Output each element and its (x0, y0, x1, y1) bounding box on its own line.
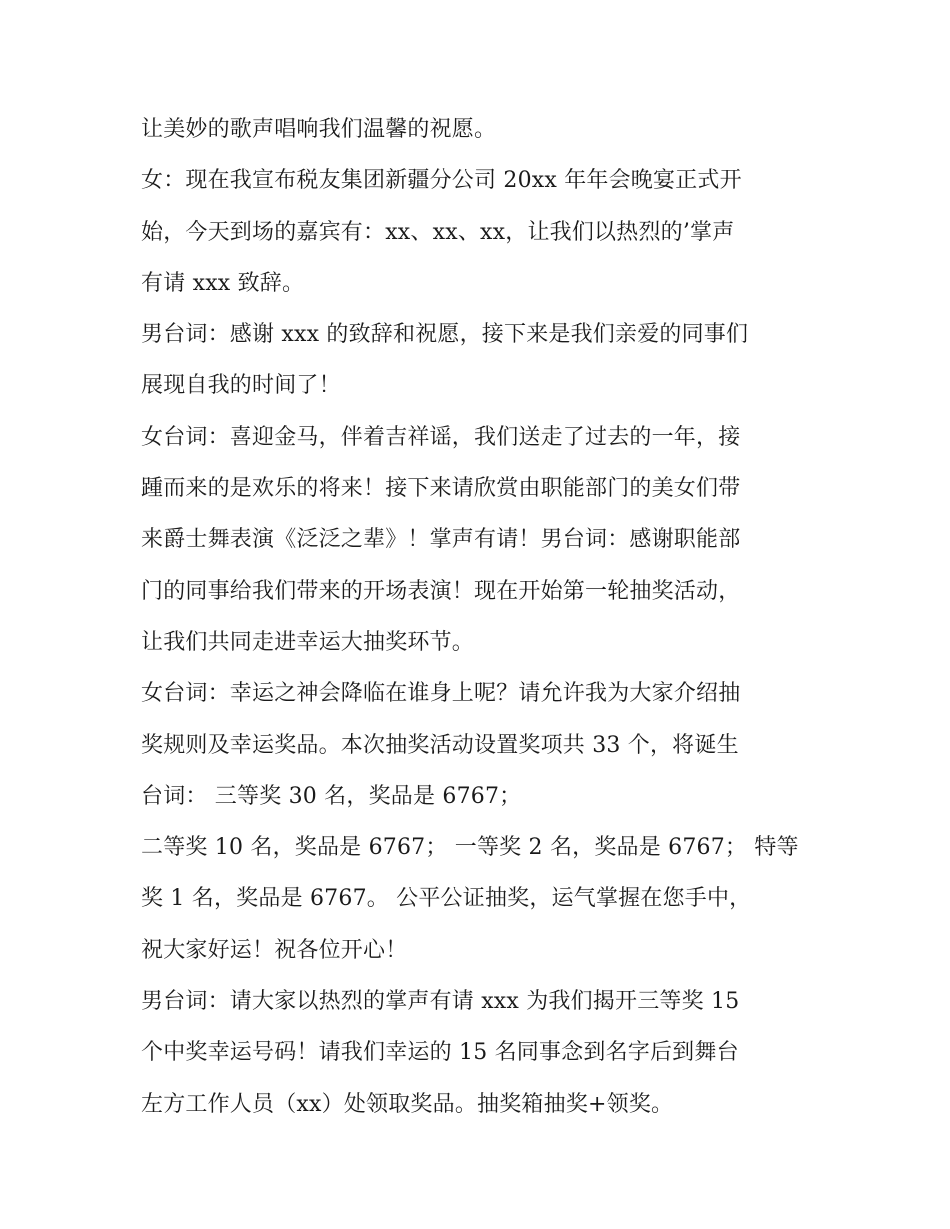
text-line: 女：现在我宣布税友集团新疆分公司 20xx 年年会晚宴正式开 (141, 168, 742, 194)
text-line: 祝大家好运！祝各位开心！ (141, 937, 408, 963)
text-line: 始，今天到场的嘉宾有：xx、xx、xx，让我们以热烈的’掌声 (141, 219, 735, 245)
text-line: 奖 1 名，奖品是 6767。 公平公证抽奖，运气掌握在您手中， (141, 886, 752, 912)
text-line: 个中奖幸运号码！请我们幸运的 15 名同事念到名字后到舞台 (141, 1040, 739, 1066)
text-line: 女台词：喜迎金马，伴着吉祥谣，我们送走了过去的一年，接 (141, 424, 741, 450)
text-line: 左方工作人员（xx）处领取奖品。抽奖箱抽奖+领奖。 (141, 1091, 674, 1117)
text-line: 女台词：幸运之神会降临在谁身上呢？请允许我为大家介绍抽 (141, 681, 741, 707)
document-body (141, 104, 821, 1130)
text-line: 男台词：感谢 xxx 的致辞和祝愿，接下来是我们亲爱的同事们 (141, 322, 749, 348)
text-line: 二等奖 10 名，奖品是 6767； 一等奖 2 名，奖品是 6767； 特等 (141, 835, 799, 861)
text-line: 门的同事给我们带来的开场表演！现在开始第一轮抽奖活动， (141, 578, 741, 604)
text-line: 有请 xxx 致辞。 (141, 270, 305, 296)
text-line: 让我们共同走进幸运大抽奖环节。 (141, 629, 475, 655)
text-line: 展现自我的时间了！ (141, 373, 341, 399)
text-line: 让美妙的歌声唱响我们温馨的祝愿。 (141, 117, 497, 142)
text-line: 台词： 三等奖 30 名，奖品是 6767； (141, 783, 522, 809)
text-line: 踵而来的是欢乐的将来！接下来请欣赏由职能部门的美女们带 (141, 476, 741, 502)
text-line: 男台词：请大家以热烈的掌声有请 xxx 为我们揭开三等奖 15 (141, 989, 740, 1015)
text-line: 来爵士舞表演《泛泛之辈》！掌声有请！男台词：感谢职能部 (141, 527, 741, 553)
text-line: 奖规则及幸运奖品。本次抽奖活动设置奖项共 33 个，将诞生 (141, 732, 739, 758)
